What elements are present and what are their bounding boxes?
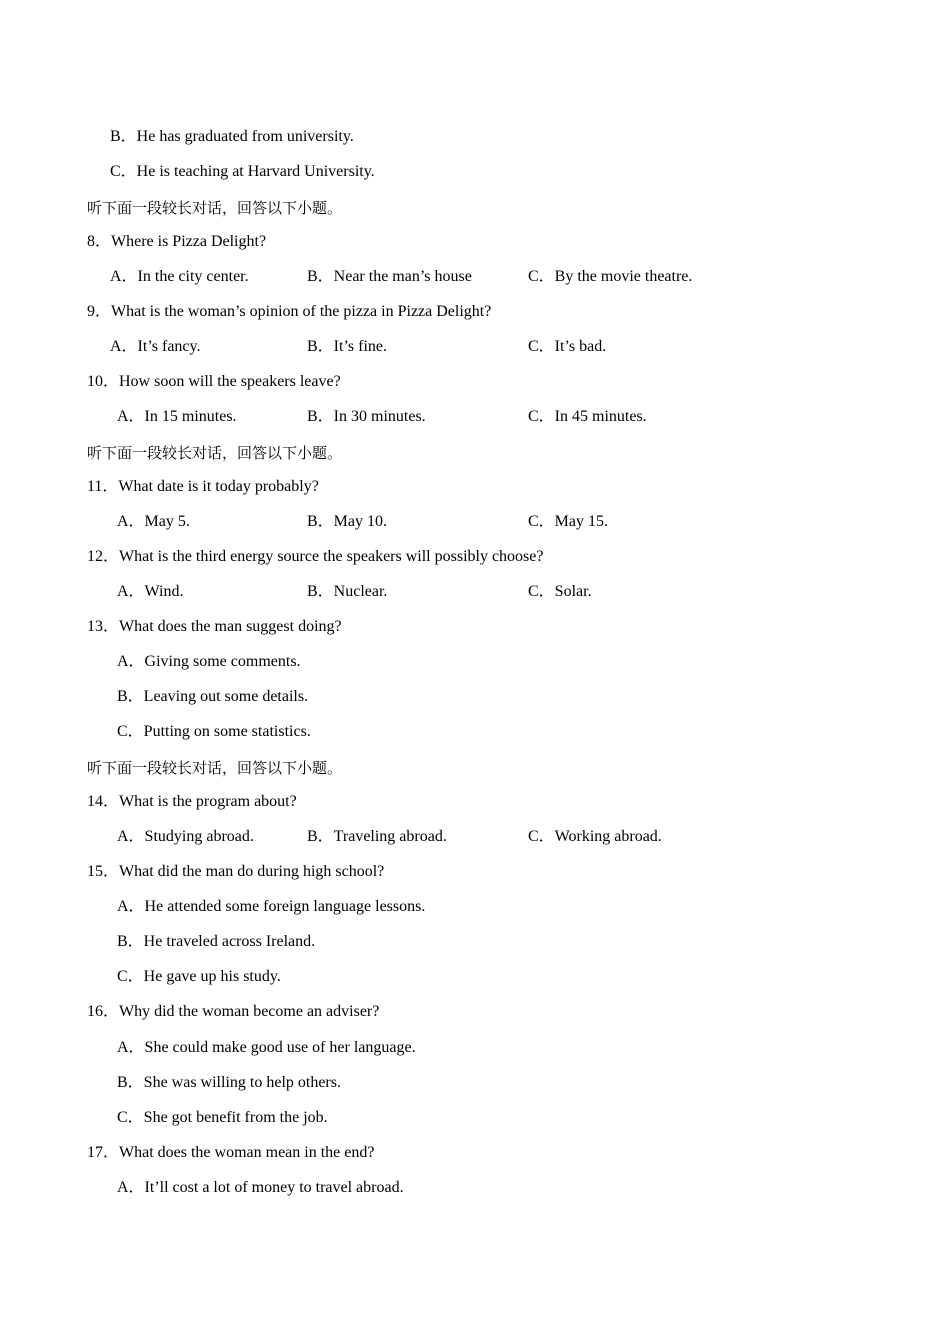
q13-option-b: B．Leaving out some details. <box>117 688 309 705</box>
q14-option-c: C．Working abroad. <box>528 828 662 845</box>
q8-option-a: A．In the city center. <box>110 268 249 285</box>
q12-option-a: A．Wind. <box>117 583 184 600</box>
q12-option-b: B．Nuclear. <box>307 583 388 600</box>
question-17: 17．What does the woman mean in the end? <box>87 1144 375 1161</box>
q8-option-b: B．Near the man’s house <box>307 268 472 285</box>
q10-option-b: B．In 30 minutes. <box>307 408 426 425</box>
q15-option-b: B．He traveled across Ireland. <box>117 933 316 950</box>
question-12: 12．What is the third energy source the speakers will possibly choose? <box>87 548 544 565</box>
q10-option-c: C．In 45 minutes. <box>528 408 647 425</box>
q11-option-b: B．May 10. <box>307 513 388 530</box>
section-instruction: 听下面一段较长对话，回答以下小题。 <box>87 759 343 777</box>
q9-option-b: B．It’s fine. <box>307 338 387 355</box>
q15-option-c: C．He gave up his study. <box>117 968 281 985</box>
q12-option-c: C．Solar. <box>528 583 592 600</box>
q16-option-c: C．She got benefit from the job. <box>117 1109 328 1126</box>
q16-option-a: A．She could make good use of her language. <box>117 1039 416 1056</box>
section-instruction: 听下面一段较长对话，回答以下小题。 <box>87 199 343 217</box>
q14-option-a: A．Studying abroad. <box>117 828 254 845</box>
q13-option-c: C．Putting on some statistics. <box>117 723 311 740</box>
question-9: 9．What is the woman’s opinion of the pizza in Pizza Delight? <box>87 303 492 320</box>
section-instruction: 听下面一段较长对话，回答以下小题。 <box>87 444 343 462</box>
question-10: 10．How soon will the speakers leave? <box>87 373 341 390</box>
q9-option-a: A．It’s fancy. <box>110 338 201 355</box>
q7-option-c: C．He is teaching at Harvard University. <box>110 163 375 180</box>
question-13: 13．What does the man suggest doing? <box>87 618 342 635</box>
question-16: 16．Why did the woman become an adviser? <box>87 1003 380 1020</box>
question-15: 15．What did the man do during high school? <box>87 863 385 880</box>
q11-option-a: A．May 5. <box>117 513 190 530</box>
q9-option-c: C．It’s bad. <box>528 338 607 355</box>
q10-option-a: A．In 15 minutes. <box>117 408 237 425</box>
q13-option-a: A．Giving some comments. <box>117 653 301 670</box>
q14-option-b: B．Traveling abroad. <box>307 828 447 845</box>
q7-option-b: B．He has graduated from university. <box>110 128 354 145</box>
question-8: 8．Where is Pizza Delight? <box>87 233 267 250</box>
q17-option-a: A．It’ll cost a lot of money to travel abroad. <box>117 1179 404 1196</box>
q15-option-a: A．He attended some foreign language lessons. <box>117 898 426 915</box>
question-14: 14．What is the program about? <box>87 793 297 810</box>
q11-option-c: C．May 15. <box>528 513 609 530</box>
question-11: 11．What date is it today probably? <box>87 478 319 495</box>
q8-option-c: C．By the movie theatre. <box>528 268 693 285</box>
q16-option-b: B．She was willing to help others. <box>117 1074 341 1091</box>
